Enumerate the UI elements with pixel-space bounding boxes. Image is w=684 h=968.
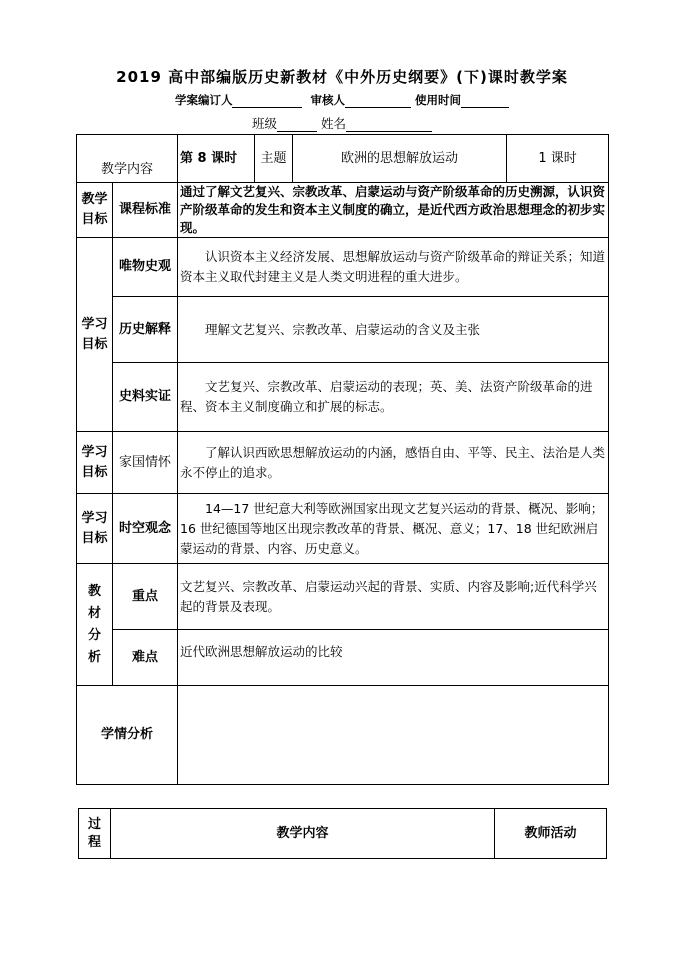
patriotism-label: 家国情怀 — [113, 432, 178, 494]
reviewer-blank — [345, 94, 411, 108]
materialism-text: 认识资本主义经济发展、思想解放运动与资产阶级革命的辩证关系；知道资本主义取代封建主义是人类文明进程的重大进步。 — [178, 238, 609, 297]
key-points-label: 重点 — [113, 564, 178, 630]
evidence-text: 文艺复兴、宗教改革、启蒙运动的表现；英、美、法资产阶级革命的进程、资本主义制度确立和扩展的标志。 — [178, 363, 609, 432]
table-row — [77, 432, 609, 494]
teacher-activity-label: 教师活动 — [495, 809, 607, 859]
table-row — [77, 183, 609, 238]
class-name-line — [0, 114, 684, 132]
table-row — [77, 686, 609, 785]
document-title: 2019 高中部编版历史新教材《中外历史纲要》(下)课时教学案 — [116, 68, 568, 86]
study-goal-label: 学习目标 — [77, 238, 113, 432]
table-row — [77, 238, 609, 297]
materialism-label: 唯物史观 — [113, 238, 178, 297]
reviewer-label: 审核人 — [310, 93, 345, 107]
compiler-blank — [232, 94, 302, 108]
compiler-label: 学案编订人 — [174, 93, 233, 107]
learner-analysis-label: 学情分析 — [77, 686, 178, 785]
evidence-label: 史料实证 — [113, 363, 178, 432]
date-label: 使用时间 — [415, 93, 462, 107]
topic-value: 欧洲的思想解放运动 — [293, 135, 507, 183]
class-hours: 1 课时 — [507, 135, 609, 183]
curriculum-standard-text: 通过了解文艺复兴、宗教改革、启蒙运动与资产阶级革命的历史溯源，认识资产阶级革命的发生和资本主义制度的确立，是近代西方政治思想理念的初步实现。 — [178, 183, 609, 238]
difficulty-text: 近代欧洲思想解放运动的比较 — [178, 630, 609, 686]
table-row — [77, 564, 609, 630]
process-label: 过程 — [79, 809, 111, 859]
study-goal-label: 学习目标 — [77, 432, 113, 494]
table-row — [77, 494, 609, 564]
patriotism-text: 了解认识西欧思想解放运动的内涵，感悟自由、平等、民主、法治是人类永不停止的追求。 — [178, 432, 609, 494]
content-label: 教学内容 — [111, 809, 495, 859]
spatiotemporal-text: 14—17 世纪意大利等欧洲国家出现文艺复兴运动的背景、概况、影响；16 世纪德国等地区出现宗教改革的背景、概况、意义；17、18 世纪欧洲启蒙运动的背景、内容、历史意义。 — [178, 494, 609, 564]
name-label: 姓名 — [320, 116, 346, 131]
table-row — [79, 809, 607, 859]
study-goal-label: 学习目标 — [77, 494, 113, 564]
class-blank — [277, 118, 317, 132]
date-blank — [461, 94, 509, 108]
table-row — [77, 363, 609, 432]
compiler-line — [0, 92, 684, 108]
topic-label: 主题 — [255, 135, 293, 183]
lesson-plan-table — [76, 134, 609, 785]
curriculum-standard-label: 课程标准 — [113, 183, 178, 238]
table-row — [77, 297, 609, 363]
key-points-text: 文艺复兴、宗教改革、启蒙运动兴起的背景、实质、内容及影响;近代科学兴起的背景及表现。 — [178, 564, 609, 630]
historical-explanation-text: 理解文艺复兴、宗教改革、启蒙运动的含义及主张 — [178, 297, 609, 363]
lesson-number: 第 8 课时 — [178, 135, 255, 183]
teaching-goal-label: 教学目标 — [77, 183, 113, 238]
table-row — [77, 135, 609, 183]
spatiotemporal-label: 时空观念 — [113, 494, 178, 564]
teaching-content-label: 教学内容 — [77, 135, 178, 183]
difficulty-label: 难点 — [113, 630, 178, 686]
material-analysis-label: 教材分析 — [77, 564, 113, 686]
learner-analysis-text — [178, 686, 609, 785]
process-table — [78, 808, 607, 859]
class-label: 班级 — [251, 116, 277, 131]
name-blank — [346, 118, 432, 132]
historical-explanation-label: 历史解释 — [113, 297, 178, 363]
table-row — [77, 630, 609, 686]
